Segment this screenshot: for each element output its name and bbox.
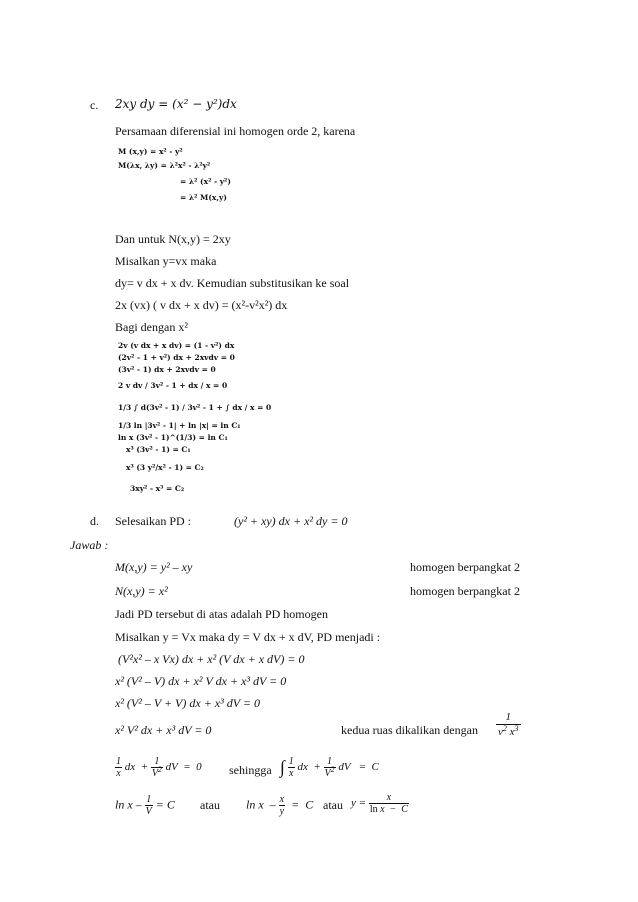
image2-line-5: 1/3 ∫ d(3v² - 1) / 3v² - 1 + ∫ dx / x = 0 [118, 403, 272, 412]
part-d-pd: (y² + xy) dx + x² dy = 0 [234, 514, 348, 528]
integral-equation: ∫ $\frac{1}{x}$ dx + $\frac{1}{V^2}$ dV = C [280, 756, 379, 779]
part-c-bagi: Bagi dengan x² [115, 320, 188, 334]
final-equation-2: ln x – $\frac{x}{y}$ = C [246, 794, 314, 817]
kedua-fraction [496, 710, 521, 739]
step-2: x² (V² – V) dx + x² V dx + x³ dV = 0 [115, 674, 287, 688]
sehingga-text: sehingga [229, 763, 272, 777]
part-c-label: c. [90, 98, 99, 112]
frac-1-v2: $\frac{1}{V^2}$ [151, 756, 162, 779]
image2-line-6: 1/3 ln |3v² - 1| + ln |x| = ln C₁ [118, 421, 241, 430]
int-frac-1-v2: $\frac{1}{V^2}$ [324, 756, 335, 779]
image1-line-4: = λ² M(x,y) [180, 193, 227, 202]
image2-line-7: ln x (3v² - 1)^(1/3) = ln C₁ [118, 433, 228, 442]
int-frac-1-x: $\frac{1}{x}$ [288, 756, 294, 779]
part-c-intro: Persamaan diferensial ini homogen orde 2, karena [115, 124, 356, 138]
image2-line-4: 2 v dv / 3v² - 1 + dx / x = 0 [118, 381, 228, 390]
part-d-prompt [115, 514, 191, 528]
step-3: x² (V² – V + V) dx + x³ dV = 0 [115, 696, 260, 710]
scanned-image-solution-steps [118, 340, 272, 505]
final-equation-3: y = $\frac{x}{\text{ln x − C}}$ [351, 792, 408, 815]
scanned-image-homogen-check [118, 146, 258, 214]
atau-1: atau [200, 798, 220, 812]
n-homogen-note: homogen berpangkat 2 [410, 584, 520, 598]
part-c-n-line: Dan untuk N(x,y) = 2xy [115, 232, 231, 246]
step-1: (V²x² – x Vx) dx + x² (V dx + x dV) = 0 [118, 652, 305, 666]
final-equation-1: ln x – $\frac{1}{V}$ = C [115, 794, 175, 817]
part-c-misalkan: Misalkan y=vx maka [115, 254, 217, 268]
image2-line-3: (3v² - 1) dx + 2xvdv = 0 [118, 365, 216, 374]
jawab-label: Jawab : [70, 538, 109, 552]
n-function: N(x,y) = x² [115, 584, 168, 598]
m-homogen-note: homogen berpangkat 2 [410, 560, 520, 574]
one-over-v2x3 [496, 710, 521, 739]
fraction-denominator: $v^2$ $x^3$ [498, 724, 519, 738]
image2-line-1: 2v (v dx + x dv) = (1 - v²) dx [118, 341, 235, 350]
jadi-line: Jadi PD tersebut di atas adalah PD homogen [115, 607, 328, 621]
part-d-label: d. [90, 514, 99, 528]
misalkan-line: Misalkan y = Vx maka dy = V dx + x dV, PD menjadi : [115, 630, 381, 644]
final-frac-1-v: $\frac{1}{V}$ [145, 794, 152, 817]
part-d-prompt-text: Selesaikan PD : [115, 514, 191, 528]
m-function: M(x,y) = y² – xy [115, 560, 193, 574]
image2-line-2: (2v² - 1 + v²) dx + 2xvdv = 0 [118, 353, 235, 362]
image2-line-8: x³ (3v² - 1) = C₁ [126, 445, 191, 454]
kedua-ruas-text: kedua ruas dikalikan dengan [341, 723, 478, 737]
step-4: x² V² dx + x³ dV = 0 [115, 723, 212, 737]
frac-1-x: $\frac{1}{x}$ [116, 756, 121, 779]
image2-line-10: 3xy² - x³ = C₂ [130, 484, 185, 493]
separated-equation: $\frac{1}{x}$ dx + $\frac{1}{V^2}$ dV = 0 [116, 756, 202, 779]
image2-line-9: x³ (3 y²/x² - 1) = C₂ [126, 463, 204, 472]
fraction-numerator: 1 [496, 710, 521, 725]
final-frac-x-y: $\frac{x}{y}$ [279, 794, 285, 817]
part-c-equation: 2xy dy = (x² − y²)dx [115, 97, 237, 111]
part-c-subst-line: 2x (vx) ( v dx + x dv) = (x²-v²x²) dx [115, 298, 288, 312]
atau-2: atau [323, 798, 343, 812]
image1-line-1: M (x,y) = x² - y² [118, 147, 183, 156]
image1-line-3: = λ² (x² - y²) [180, 177, 231, 186]
image1-line-2: M(λx, λy) = λ²x² - λ²y² [118, 161, 211, 170]
final-frac-x-lnx-c: $\frac{x}{\text{ln x − C}}$ [369, 792, 408, 815]
part-c-dy-line: dy= v dx + x dv. Kemudian substitusikan ke soal [115, 276, 350, 290]
